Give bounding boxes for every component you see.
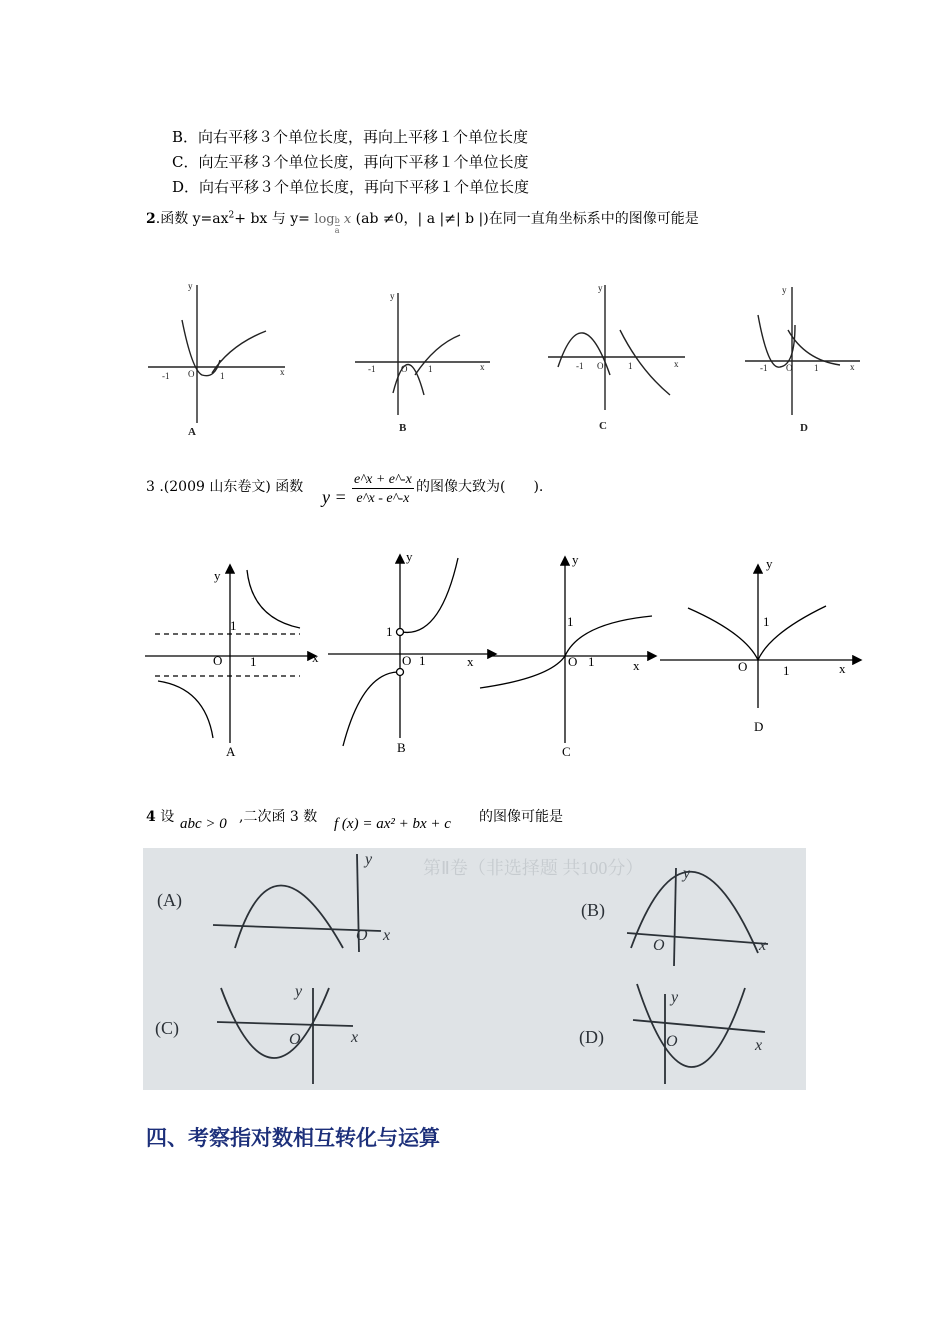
q3-figures <box>140 548 870 763</box>
question-2-number: 2 <box>146 211 156 227</box>
q3-origin-b: O <box>402 653 412 668</box>
tick-neg-b: -1 <box>368 364 376 374</box>
log-arg: x <box>343 212 352 227</box>
q3-y-eq <box>322 487 347 508</box>
q4-photo <box>143 848 806 1090</box>
curve-left-a <box>158 681 213 738</box>
q2-label-b: B <box>399 422 407 434</box>
q3-label-c: C <box>562 744 571 759</box>
q4-y-label-d: y <box>671 989 679 1006</box>
section-heading: 四、考察指对数相互转化与运算 <box>146 1126 440 1150</box>
q4-background-text: 第Ⅱ卷（非选择题 共100分） <box>423 858 644 878</box>
option-b: B．向右平移３个单位长度，再向上平移１个单位长度 <box>172 128 529 146</box>
log-curve-b <box>415 335 460 375</box>
q4-axis-y-b <box>674 868 676 966</box>
q3-y: y <box>322 487 330 507</box>
q3-origin-c: O <box>568 654 578 669</box>
x-label-b: x <box>480 362 485 372</box>
tick-neg-c: -1 <box>576 361 584 371</box>
q4-origin-d: O <box>666 1033 678 1050</box>
q4-parabola-b <box>631 872 758 953</box>
q2-label-a: A <box>188 426 196 438</box>
q3-prefix: 3 .(2009 山东卷文) 函数 <box>146 479 304 495</box>
question-4 <box>146 806 174 826</box>
q2-sup: 2 <box>228 210 235 221</box>
q3-one-y-c: 1 <box>567 614 574 629</box>
q4-condition: abc > 0 <box>180 816 227 832</box>
q4-option-a: (A) <box>157 890 182 910</box>
q2-mid: + bx 与 y= <box>234 211 315 227</box>
q3-denominator: e^x - e^-x <box>356 491 410 506</box>
parabola-d <box>758 315 795 367</box>
x-label-a: x <box>280 367 285 377</box>
tick-pos-d: 1 <box>814 363 819 373</box>
q4-option-b: (B) <box>581 900 605 920</box>
option-d: D．向右平移３个单位长度，再向下平移１个单位长度 <box>172 178 530 196</box>
y-label-d: y <box>782 285 787 295</box>
q4-y-label-c: y <box>295 983 303 1000</box>
q4-y-label-b: y <box>683 865 691 882</box>
q2-label-d: D <box>800 422 808 434</box>
q4-figures <box>143 848 806 1090</box>
tick-pos-b: 1 <box>428 364 433 374</box>
q4-x-label-c: x <box>351 1029 359 1046</box>
log-text: log <box>314 212 335 227</box>
q3-suffix: 的图像大致为( ). <box>416 479 544 495</box>
curve-left-b <box>343 672 398 746</box>
x-label-c: x <box>674 359 679 369</box>
q3-one-x-b: 1 <box>419 653 426 668</box>
tick-pos-a: 1 <box>220 371 225 381</box>
question-3 <box>146 476 303 496</box>
q4-suffix: 的图像可能是 <box>479 809 563 825</box>
origin-c: O <box>597 361 604 371</box>
question-2 <box>146 208 699 235</box>
tick-pos-c: 1 <box>628 361 633 371</box>
q2-figures <box>140 275 860 445</box>
q3-x-label-c: x <box>633 658 640 673</box>
origin-a: O <box>188 369 195 379</box>
q3-origin-d: O <box>738 659 748 674</box>
q3-one-x-d: 1 <box>783 663 790 678</box>
curve-right-a <box>247 570 300 628</box>
q4-option-c: (C) <box>155 1018 179 1038</box>
q3-label-b: B <box>397 740 406 755</box>
x-label-d: x <box>850 362 855 372</box>
q3-label-d: D <box>754 719 764 734</box>
q4-y-label-a: y <box>365 851 373 868</box>
q3-one-x-c: 1 <box>588 654 595 669</box>
curve-c <box>480 616 652 688</box>
open-point-upper-b <box>397 629 404 636</box>
q3-fraction <box>352 472 414 507</box>
origin-b: O <box>401 364 408 374</box>
q2-log <box>314 212 352 235</box>
y-label-b: y <box>390 291 395 301</box>
q3-one-y-b: 1 <box>386 624 393 639</box>
q2-suffix: (ab ≠0，| a |≠| b |)在同一直角坐标系中的图像可能是 <box>351 211 699 227</box>
q3-y-label-c: y <box>572 552 579 567</box>
y-label-c: y <box>598 283 603 293</box>
q3-origin-a: O <box>213 653 223 668</box>
q4-x-label-b: x <box>759 937 767 954</box>
q4-prefix: 设 <box>160 809 175 825</box>
log-curve-d <box>788 330 840 365</box>
open-point-lower-b <box>397 669 404 676</box>
q3-x-label-b: x <box>467 654 474 669</box>
tick-neg-d: -1 <box>760 363 768 373</box>
q3-one-y-a: 1 <box>230 618 237 633</box>
log-base-den: a <box>334 226 340 235</box>
q4-origin-b: O <box>653 937 665 954</box>
q3-y-label-d: y <box>766 556 773 571</box>
origin-d: O <box>786 363 793 373</box>
curve-d <box>688 606 826 660</box>
q3-y-label-b: y <box>406 549 413 564</box>
q4-option-d: (D) <box>579 1027 604 1047</box>
q2-prefix: .函数 y=ax <box>155 211 229 227</box>
log-base <box>335 216 340 235</box>
q3-numerator: e^x + e^-x <box>354 472 412 487</box>
q3-one-y-d: 1 <box>763 614 770 629</box>
q3-eq: = <box>334 487 347 507</box>
tick-neg-a: -1 <box>162 371 170 381</box>
y-label-a: y <box>188 281 193 291</box>
q3-x-label-d: x <box>839 661 846 676</box>
log-base-num: b <box>334 216 340 225</box>
q4-parabola-a <box>235 886 343 949</box>
q4-origin-c: O <box>289 1031 301 1048</box>
q4-function: f (x) = ax² + bx + c <box>334 816 451 832</box>
q3-x-label-a: x <box>312 650 319 665</box>
q3-one-x-a: 1 <box>250 654 257 669</box>
curve-right-b <box>402 558 458 632</box>
q3-y-label-a: y <box>214 568 221 583</box>
q2-label-c: C <box>599 420 607 432</box>
q4-number: 4 <box>146 809 156 825</box>
q4-x-label-d: x <box>755 1037 763 1054</box>
option-c: C．向左平移３个单位长度，再向下平移１个单位长度 <box>172 153 529 171</box>
q4-mid: ,二次函 3 数 <box>239 809 318 825</box>
q4-axis-x-b <box>627 933 768 944</box>
q4-x-label-a: x <box>383 927 391 944</box>
q3-label-a: A <box>226 744 236 759</box>
q4-origin-a: O <box>356 927 368 944</box>
